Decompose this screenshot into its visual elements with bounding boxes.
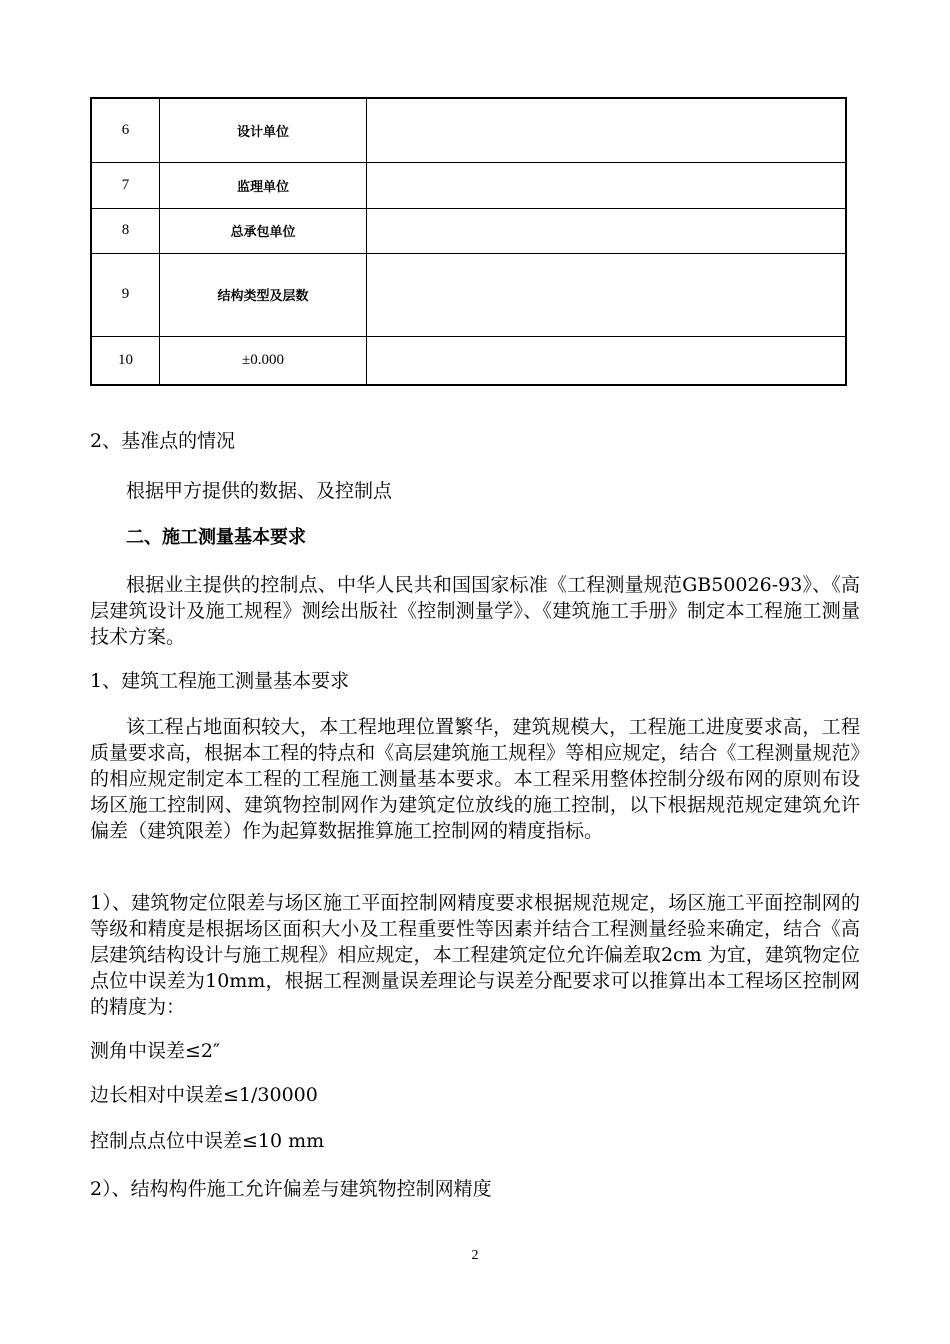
table-row [91,162,846,208]
table-row [91,98,846,162]
benchmark-text: 根据甲方提供的数据、及控制点 [126,480,393,502]
row-number: 10 [91,336,160,385]
row-label: 总承包单位 [160,208,367,253]
table-row [91,208,846,253]
row-label: 设计单位 [160,98,367,162]
table-row [91,336,846,385]
row-value [367,336,847,385]
project-info-table [90,97,847,386]
page-number: 2 [471,1248,479,1263]
paragraph-2: 1）、建筑物定位限差与场区施工平面控制网精度要求根据规范规定，场区施工平面控制网的等级和精度是根据场区面积大小及工程重要性等因素并结合工程测量经验来确定，结合《高层建筑结构设计与施工规程》相应规定，本工程建筑定位允许偏差取2cm 为宜，建筑物定位点位中误差为10mm，根据工程测量误差理论与误差分配要求可以推算出本工程场区控制网的精度为： [90,892,860,1018]
row-label: 监理单位 [160,162,367,208]
heading-benchmark: 2、基准点的情况 [90,430,236,452]
row-value [367,253,847,336]
table-row [91,253,846,336]
row-number: 8 [91,208,160,253]
row-number: 6 [91,98,160,162]
intro-paragraph: 根据业主提供的控制点、中华人民共和国国家标准《工程测量规范GB50026-93》、《高层建筑设计及施工规程》测绘出版社《控制测量学》、《建筑施工手册》制定本工程施工测量技术方案。 [90,574,860,648]
row-value [367,208,847,253]
row-label: 结构类型及层数 [160,253,367,336]
row-value [367,162,847,208]
sub-heading-2: 2）、结构构件施工允许偏差与建筑物控制网精度 [90,1178,492,1200]
requirement-point: 控制点点位中误差≤10 mm [90,1130,325,1152]
row-label: ±0.000 [160,336,367,385]
row-number: 9 [91,253,160,336]
row-value [367,98,847,162]
requirement-angle: 测角中误差≤2″ [90,1040,221,1062]
paragraph-1: 该工程占地面积较大，本工程地理位置繁华，建筑规模大，工程施工进度要求高，工程质量要求高，根据本工程的特点和《高层建筑施工规程》等相应规定，结合《工程测量规范》的相应规定制定本工程的工程施工测量基本要求。本工程采用整体控制分级布网的原则布设场区施工控制网、建筑物控制网作为建筑定位放线的施工控制，以下根据规范规定建筑允许偏差（建筑限差）作为起算数据推算施工控制网的精度指标。 [90,716,860,842]
sub-heading-1: 1、建筑工程施工测量基本要求 [90,670,350,692]
requirement-side: 边长相对中误差≤1/30000 [90,1084,318,1106]
section-title: 二、施工测量基本要求 [126,527,306,548]
row-number: 7 [91,162,160,208]
